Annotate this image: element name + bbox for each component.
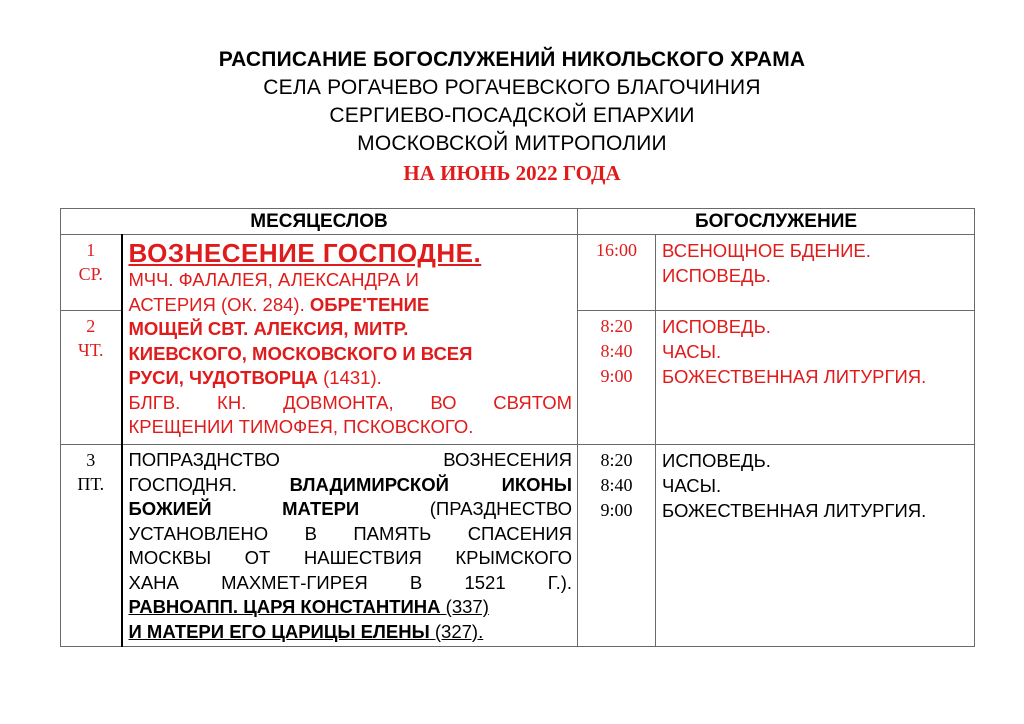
feast-text: ГОСПОДНЯ. <box>128 473 237 495</box>
header-diocese: СЕРГИЕВО-ПОСАДСКОЙ ЕПАРХИИ <box>329 104 695 127</box>
day-cell <box>61 445 122 647</box>
feast-underlined <box>129 621 484 642</box>
service-name: ВСЕНОЩНОЕ БДЕНИЕ. <box>662 240 871 261</box>
service-time: 8:40 <box>600 341 633 361</box>
service-name: ИСПОВЕДЬ. <box>662 450 771 471</box>
day-weekday: ЧТ. <box>78 340 104 360</box>
service-name: ЧАСЫ. <box>662 475 722 496</box>
service-name: БОЖЕСТВЕННАЯ ЛИТУРГИЯ. <box>662 366 927 387</box>
feast-line <box>129 317 573 342</box>
times-cell <box>578 235 656 311</box>
column-header-service: БОГОСЛУЖЕНИЕ <box>578 209 975 235</box>
feast-line: МЧЧ. ФАЛАЛЕЯ, АЛЕКСАНДРА И <box>128 269 419 290</box>
feast-line: КРЕЩЕНИИ ТИМОФЕЯ, ПСКОВСКОГО. <box>128 416 474 437</box>
services-cell <box>656 235 975 311</box>
header-month: НА ИЮНЬ 2022 ГОДА <box>403 161 621 185</box>
schedule-table <box>60 208 975 647</box>
feast-line <box>129 497 573 522</box>
feast-line <box>129 342 573 367</box>
table-row <box>61 235 975 311</box>
feast-text: (327). <box>434 620 484 642</box>
day-cell <box>61 311 122 445</box>
document-header <box>0 46 1024 188</box>
header-title: РАСПИСАНИЕ БОГОСЛУЖЕНИЙ НИКОЛЬСКОГО ХРАМА <box>218 48 806 71</box>
feast-text-bold: РАВНОАПП. ЦАРЯ КОНСТАНТИНА <box>128 596 441 617</box>
feast-line: БЛГВ. КН. ДОВМОНТА, ВО СВЯТОМ <box>128 391 573 413</box>
feast-line <box>129 473 573 498</box>
feast-line <box>129 293 573 318</box>
times-cell <box>578 311 656 445</box>
day-cell <box>61 235 122 311</box>
feast-text: АСТЕРИЯ (ОК. 284). <box>128 293 305 315</box>
services-cell <box>656 445 975 647</box>
feast-text-bold: БОЖИЕЙ МАТЕРИ <box>128 498 360 519</box>
service-name: БОЖЕСТВЕННАЯ ЛИТУРГИЯ. <box>662 500 927 521</box>
feast-line: ХАНА МАХМЕТ-ГИРЕЯ В 1521 Г.). <box>128 571 573 593</box>
day-number: 3 <box>86 450 96 470</box>
day-weekday: ПТ. <box>77 474 105 494</box>
feast-text-bold: МОЩЕЙ СВТ. АЛЕКСИЯ, МИТР. <box>128 318 409 339</box>
feast-text-bold: КИЕВСКОГО, МОСКОВСКОГО И ВСЕЯ <box>128 342 473 364</box>
service-time: 8:20 <box>600 316 633 336</box>
feast-cell <box>122 445 578 647</box>
feast-text-bold: И МАТЕРИ ЕГО ЦАРИЦЫ ЕЛЕНЫ <box>128 620 430 642</box>
day-number: 1 <box>86 240 96 260</box>
service-name: ЧАСЫ. <box>662 341 722 362</box>
feast-line <box>129 620 573 645</box>
day-number: 2 <box>86 316 96 336</box>
feast-line <box>129 595 573 620</box>
feast-text: (1431). <box>323 367 382 388</box>
feast-text-bold: ВЛАДИМИРСКОЙ ИКОНЫ <box>289 473 573 495</box>
service-time: 9:00 <box>600 366 633 386</box>
feast-line: МОСКВЫ ОТ НАШЕСТВИЯ КРЫМСКОГО <box>128 547 573 568</box>
service-time: 8:20 <box>600 450 633 470</box>
service-time: 16:00 <box>596 240 638 260</box>
table-header-row <box>61 209 975 235</box>
feast-title: ВОЗНЕСЕНИЕ ГОСПОДНЕ. <box>128 238 482 268</box>
feast-line: УСТАНОВЛЕНО В ПАМЯТЬ СПАСЕНИЯ <box>128 522 573 544</box>
feast-text: (ПРАЗДНЕСТВО <box>429 498 573 519</box>
times-cell <box>578 445 656 647</box>
feast-text-bold: ОБРЕ'ТЕНИЕ <box>309 293 430 315</box>
service-name: ИСПОВЕДЬ. <box>662 316 771 337</box>
table-row <box>61 445 975 647</box>
service-time: 8:40 <box>600 475 633 495</box>
feast-text: (337) <box>445 596 489 617</box>
service-time: 9:00 <box>600 500 633 520</box>
header-village: СЕЛА РОГАЧЕВО РОГАЧЕВСКОГО БЛАГОЧИНИЯ <box>263 76 761 99</box>
column-header-menologion: МЕСЯЦЕСЛОВ <box>61 209 578 235</box>
header-metropolis: МОСКОВСКОЙ МИТРОПОЛИИ <box>357 132 667 155</box>
service-name: ИСПОВЕДЬ. <box>662 265 771 286</box>
feast-text-bold: РУСИ, ЧУДОТВОРЦА <box>128 367 318 388</box>
services-cell <box>656 311 975 445</box>
day-weekday: СР. <box>78 264 103 284</box>
feast-cell <box>122 235 578 445</box>
feast-line <box>129 366 573 391</box>
feast-line: ПОПРАЗДНСТВО ВОЗНЕСЕНИЯ <box>128 449 573 470</box>
